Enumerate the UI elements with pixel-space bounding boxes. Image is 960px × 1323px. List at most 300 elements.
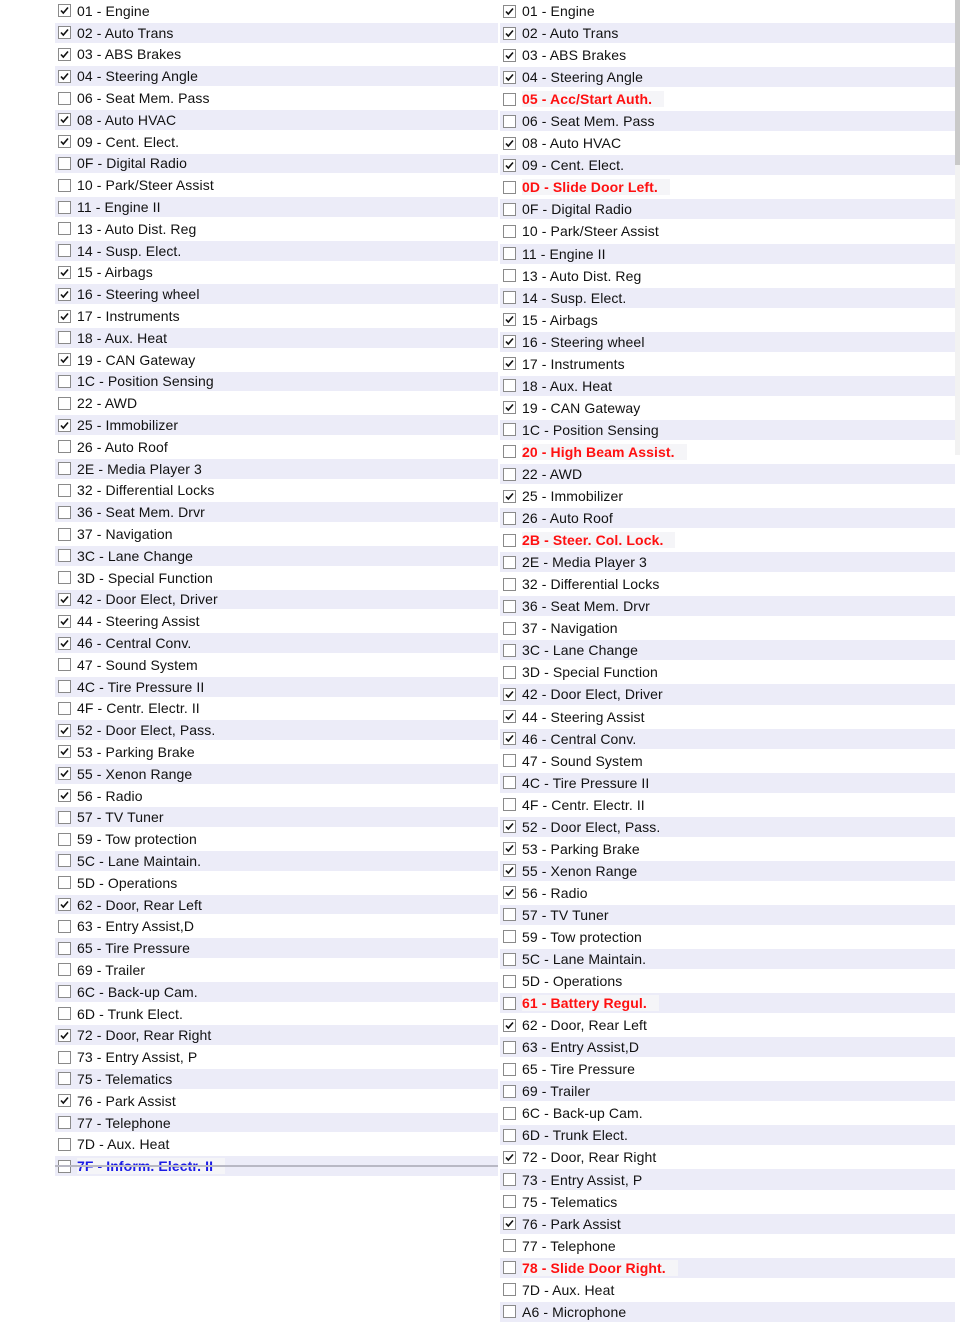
module-label: 76 - Park Assist — [77, 1092, 176, 1109]
module-label: 69 - Trailer — [77, 961, 146, 978]
module-checkbox[interactable] — [503, 1129, 516, 1142]
module-row-52-door-elect-pass[interactable] — [500, 816, 955, 838]
scrollbar-thumb[interactable] — [955, 0, 960, 165]
module-label: 44 - Steering Assist — [522, 708, 645, 725]
checkmark-icon — [504, 1218, 515, 1229]
module-checkbox[interactable] — [58, 680, 71, 693]
module-checkbox[interactable] — [503, 313, 516, 326]
module-row-73-entry-assist-p[interactable] — [500, 1168, 955, 1190]
module-checkbox[interactable] — [503, 600, 516, 613]
module-row-26-auto-roof[interactable] — [55, 436, 498, 458]
module-label: 13 - Auto Dist. Reg — [522, 267, 642, 284]
module-checkbox[interactable] — [503, 1261, 516, 1274]
checkmark-icon — [504, 50, 515, 61]
module-row-2b-steer-col-lock[interactable] — [500, 529, 955, 551]
module-row-a6-microphone[interactable] — [500, 1301, 955, 1323]
module-label: 01 - Engine — [77, 2, 150, 19]
module-checkbox[interactable] — [58, 963, 71, 976]
module-row-09-cent-elect[interactable] — [500, 154, 955, 176]
module-row-06-seat-mem-pass[interactable] — [55, 87, 498, 109]
module-row-75-telematics[interactable] — [500, 1191, 955, 1213]
module-row-36-seat-mem-drvr[interactable] — [55, 501, 498, 523]
module-row-42-door-elect-driver[interactable] — [500, 683, 955, 705]
module-label: 6C - Back-up Cam. — [522, 1105, 643, 1122]
module-checkbox[interactable] — [503, 5, 516, 18]
module-checkbox[interactable] — [58, 375, 71, 388]
module-label: 06 - Seat Mem. Pass — [522, 113, 655, 130]
module-checkbox[interactable] — [503, 1019, 516, 1032]
module-checkbox[interactable] — [58, 528, 71, 541]
module-checkbox[interactable] — [503, 49, 516, 62]
checkmark-icon — [504, 689, 515, 700]
module-checkbox[interactable] — [503, 269, 516, 282]
module-label: 61 - Battery Regul. — [522, 995, 647, 1012]
list-divider — [55, 1165, 498, 1167]
module-row-15-airbags[interactable] — [500, 309, 955, 331]
module-row-69-trailer[interactable] — [500, 1080, 955, 1102]
module-checkbox[interactable] — [58, 157, 71, 170]
highlight-background — [522, 995, 659, 1011]
module-checkbox[interactable] — [58, 985, 71, 998]
module-checkbox[interactable] — [58, 222, 71, 235]
module-checkbox[interactable] — [503, 291, 516, 304]
module-checkbox[interactable] — [503, 357, 516, 370]
module-checkbox[interactable] — [58, 310, 71, 323]
checkmark-icon — [504, 402, 515, 413]
module-row-6c-back-up-cam[interactable] — [500, 1102, 955, 1124]
module-checkbox[interactable] — [58, 1116, 71, 1129]
module-checkbox[interactable] — [503, 401, 516, 414]
module-checkbox[interactable] — [503, 578, 516, 591]
module-row-04-steering-angle[interactable] — [500, 66, 955, 88]
module-checkbox[interactable] — [58, 724, 71, 737]
module-checkbox[interactable] — [503, 710, 516, 723]
module-row-7d-aux-heat[interactable] — [500, 1279, 955, 1301]
module-checkbox[interactable] — [503, 1085, 516, 1098]
module-checkbox[interactable] — [58, 331, 71, 344]
module-row-14-susp-elect[interactable] — [55, 240, 498, 262]
module-row-17-instruments[interactable] — [500, 353, 955, 375]
checkmark-icon — [59, 27, 70, 38]
checkmark-icon — [504, 865, 515, 876]
module-row-4c-tire-pressure-ii[interactable] — [500, 772, 955, 794]
module-row-0f-digital-radio[interactable] — [55, 153, 498, 175]
module-row-02-auto-trans[interactable] — [55, 22, 498, 44]
module-row-6c-back-up-cam[interactable] — [55, 981, 498, 1003]
module-row-4c-tire-pressure-ii[interactable] — [55, 676, 498, 698]
module-checkbox[interactable] — [58, 789, 71, 802]
module-row-37-navigation[interactable] — [55, 523, 498, 545]
module-label: 04 - Steering Angle — [522, 69, 643, 86]
module-checkbox[interactable] — [503, 622, 516, 635]
module-label: 56 - Radio — [522, 884, 588, 901]
module-checkbox[interactable] — [503, 754, 516, 767]
module-row-22-awd[interactable] — [500, 463, 955, 485]
module-row-55-xenon-range[interactable] — [55, 763, 498, 785]
module-row-42-door-elect-driver[interactable] — [55, 589, 498, 611]
module-row-0f-digital-radio[interactable] — [500, 198, 955, 220]
module-row-01-engine[interactable] — [55, 0, 498, 22]
module-row-3d-special-function[interactable] — [500, 661, 955, 683]
checkmark-icon — [504, 887, 515, 898]
module-row-78-slide-door-right[interactable] — [500, 1257, 955, 1279]
module-row-09-cent-elect[interactable] — [55, 131, 498, 153]
module-label: 14 - Susp. Elect. — [522, 289, 627, 306]
module-row-46-central-conv[interactable] — [55, 632, 498, 654]
module-label: 06 - Seat Mem. Pass — [77, 90, 210, 107]
module-checkbox[interactable] — [503, 666, 516, 679]
module-row-72-door-rear-right[interactable] — [55, 1024, 498, 1046]
module-label: 4C - Tire Pressure II — [522, 774, 650, 791]
module-label: 37 - Navigation — [522, 620, 618, 637]
module-checkbox[interactable] — [58, 615, 71, 628]
module-checkbox[interactable] — [58, 26, 71, 39]
module-row-47-sound-system[interactable] — [55, 654, 498, 676]
module-label: 6C - Back-up Cam. — [77, 983, 198, 1000]
module-checkbox[interactable] — [58, 244, 71, 257]
module-checkbox[interactable] — [503, 468, 516, 481]
module-checkbox[interactable] — [58, 571, 71, 584]
checkmark-icon — [59, 1030, 70, 1041]
module-row-77-telephone[interactable] — [500, 1235, 955, 1257]
module-row-18-aux-heat[interactable] — [55, 327, 498, 349]
module-checkbox[interactable] — [503, 247, 516, 260]
module-checkbox[interactable] — [58, 920, 71, 933]
checkmark-icon — [59, 746, 70, 757]
module-row-0d-slide-door-left[interactable] — [500, 176, 955, 198]
module-row-36-seat-mem-drvr[interactable] — [500, 595, 955, 617]
module-row-55-xenon-range[interactable] — [500, 860, 955, 882]
module-row-5d-operations[interactable] — [500, 970, 955, 992]
module-row-59-tow-protection[interactable] — [55, 828, 498, 850]
checkmark-icon — [59, 638, 70, 649]
checkmark-icon — [504, 711, 515, 722]
module-checkbox[interactable] — [58, 288, 71, 301]
checkmark-icon — [59, 594, 70, 605]
module-row-5c-lane-maintain[interactable] — [500, 948, 955, 970]
module-checkbox[interactable] — [503, 1041, 516, 1054]
module-checkbox[interactable] — [503, 975, 516, 988]
module-row-53-parking-brake[interactable] — [500, 838, 955, 860]
module-row-15-airbags[interactable] — [55, 262, 498, 284]
module-row-19-can-gateway[interactable] — [500, 397, 955, 419]
module-row-11-engine-ii[interactable] — [500, 243, 955, 265]
module-row-08-auto-hvac[interactable] — [500, 132, 955, 154]
module-label: 1C - Position Sensing — [522, 421, 659, 438]
module-checkbox[interactable] — [58, 70, 71, 83]
module-label: 63 - Entry Assist,D — [522, 1039, 640, 1056]
module-label: 17 - Instruments — [522, 355, 625, 372]
module-row-25-immobilizer[interactable] — [500, 485, 955, 507]
module-list-left — [55, 0, 498, 1177]
module-checkbox[interactable] — [503, 71, 516, 84]
module-checkbox[interactable] — [503, 379, 516, 392]
module-row-77-telephone[interactable] — [55, 1112, 498, 1134]
module-label: 7D - Aux. Heat — [77, 1136, 170, 1153]
module-row-65-tire-pressure[interactable] — [55, 937, 498, 959]
module-row-44-steering-assist[interactable] — [55, 610, 498, 632]
module-row-57-tv-tuner[interactable] — [55, 806, 498, 828]
module-checkbox[interactable] — [503, 798, 516, 811]
module-row-04-steering-angle[interactable] — [55, 65, 498, 87]
module-row-76-park-assist[interactable] — [500, 1213, 955, 1235]
module-row-4f-centr-electr-ii[interactable] — [500, 794, 955, 816]
module-checkbox[interactable] — [58, 353, 71, 366]
module-row-46-central-conv[interactable] — [500, 728, 955, 750]
module-label: 5D - Operations — [77, 874, 178, 891]
module-row-63-entry-assist-d[interactable] — [55, 915, 498, 937]
module-checkbox[interactable] — [58, 201, 71, 214]
module-row-01-engine[interactable] — [500, 0, 955, 22]
module-row-59-tow-protection[interactable] — [500, 926, 955, 948]
module-checkbox[interactable] — [58, 942, 71, 955]
module-list-right — [500, 0, 955, 1323]
module-checkbox[interactable] — [503, 1195, 516, 1208]
module-checkbox[interactable] — [58, 1138, 71, 1151]
module-checkbox[interactable] — [503, 181, 516, 194]
module-row-32-differential-locks[interactable] — [500, 573, 955, 595]
module-checkbox[interactable] — [503, 27, 516, 40]
module-checkbox[interactable] — [503, 1283, 516, 1296]
module-checkbox[interactable] — [58, 440, 71, 453]
module-checkbox[interactable] — [503, 1305, 516, 1318]
module-row-53-parking-brake[interactable] — [55, 741, 498, 763]
module-row-10-park-steer-assist[interactable] — [55, 174, 498, 196]
module-label: 75 - Telematics — [522, 1193, 618, 1210]
module-row-62-door-rear-left[interactable] — [500, 1014, 955, 1036]
module-checkbox[interactable] — [503, 1063, 516, 1076]
module-label: 53 - Parking Brake — [77, 743, 195, 760]
module-checkbox[interactable] — [58, 876, 71, 889]
module-checkbox[interactable] — [503, 512, 516, 525]
checkmark-icon — [59, 289, 70, 300]
module-row-75-telematics[interactable] — [55, 1068, 498, 1090]
module-row-03-abs-brakes[interactable] — [55, 44, 498, 66]
module-checkbox[interactable] — [58, 593, 71, 606]
checkmark-icon — [59, 71, 70, 82]
module-checkbox[interactable] — [58, 397, 71, 410]
module-checkbox[interactable] — [503, 930, 516, 943]
module-row-52-door-elect-pass[interactable] — [55, 719, 498, 741]
checkmark-icon — [504, 138, 515, 149]
module-row-72-door-rear-right[interactable] — [500, 1146, 955, 1168]
module-row-6d-trunk-elect[interactable] — [500, 1124, 955, 1146]
module-checkbox[interactable] — [503, 644, 516, 657]
module-checkbox[interactable] — [58, 702, 71, 715]
module-label: 57 - TV Tuner — [522, 906, 609, 923]
module-label: 17 - Instruments — [77, 308, 180, 325]
module-row-19-can-gateway[interactable] — [55, 349, 498, 371]
module-checkbox[interactable] — [503, 335, 516, 348]
highlight-background — [522, 444, 687, 460]
module-row-20-high-beam-assist[interactable] — [500, 441, 955, 463]
module-row-13-auto-dist-reg[interactable] — [55, 218, 498, 240]
module-checkbox[interactable] — [58, 484, 71, 497]
module-row-11-engine-ii[interactable] — [55, 196, 498, 218]
module-checkbox[interactable] — [58, 637, 71, 650]
module-checkbox[interactable] — [503, 556, 516, 569]
module-checkbox[interactable] — [503, 688, 516, 701]
module-row-13-auto-dist-reg[interactable] — [500, 265, 955, 287]
module-checkbox[interactable] — [58, 898, 71, 911]
module-row-37-navigation[interactable] — [500, 617, 955, 639]
module-row-06-seat-mem-pass[interactable] — [500, 110, 955, 132]
module-row-63-entry-assist-d[interactable] — [500, 1036, 955, 1058]
module-checkbox[interactable] — [58, 48, 71, 61]
module-row-3c-lane-change[interactable] — [500, 639, 955, 661]
checkmark-icon — [504, 28, 515, 39]
checkmark-icon — [59, 267, 70, 278]
module-row-16-steering-wheel[interactable] — [500, 331, 955, 353]
module-label: 10 - Park/Steer Assist — [522, 223, 659, 240]
highlight-background — [522, 91, 664, 107]
module-row-4f-centr-electr-ii[interactable] — [55, 698, 498, 720]
module-row-65-tire-pressure[interactable] — [500, 1058, 955, 1080]
module-checkbox[interactable] — [58, 549, 71, 562]
module-row-3d-special-function[interactable] — [55, 567, 498, 589]
module-label: 7F - Inform. Electr. II — [77, 1158, 214, 1175]
module-row-17-instruments[interactable] — [55, 305, 498, 327]
module-checkbox[interactable] — [58, 266, 71, 279]
module-label: 47 - Sound System — [77, 656, 198, 673]
module-label: 4C - Tire Pressure II — [77, 678, 205, 695]
module-checkbox[interactable] — [58, 854, 71, 867]
module-checkbox[interactable] — [503, 997, 516, 1010]
module-row-05-acc-start-auth[interactable] — [500, 88, 955, 110]
module-checkbox[interactable] — [503, 159, 516, 172]
module-checkbox[interactable] — [503, 115, 516, 128]
module-row-10-park-steer-assist[interactable] — [500, 220, 955, 242]
module-row-18-aux-heat[interactable] — [500, 375, 955, 397]
module-row-44-steering-assist[interactable] — [500, 706, 955, 728]
module-checkbox[interactable] — [503, 908, 516, 921]
module-checkbox[interactable] — [58, 833, 71, 846]
module-checkbox[interactable] — [58, 658, 71, 671]
module-checkbox[interactable] — [503, 137, 516, 150]
module-checkbox[interactable] — [503, 203, 516, 216]
module-label: 15 - Airbags — [77, 264, 153, 281]
module-row-47-sound-system[interactable] — [500, 750, 955, 772]
module-row-5c-lane-maintain[interactable] — [55, 850, 498, 872]
module-checkbox[interactable] — [503, 953, 516, 966]
module-row-14-susp-elect[interactable] — [500, 287, 955, 309]
module-checkbox[interactable] — [58, 92, 71, 105]
module-checkbox[interactable] — [503, 820, 516, 833]
module-row-2e-media-player-3[interactable] — [500, 551, 955, 573]
module-checkbox[interactable] — [503, 1217, 516, 1230]
module-checkbox[interactable] — [58, 1094, 71, 1107]
module-label: 1C - Position Sensing — [77, 373, 214, 390]
module-checkbox[interactable] — [58, 1072, 71, 1085]
module-checkbox[interactable] — [503, 776, 516, 789]
module-label: 46 - Central Conv. — [522, 730, 637, 747]
module-row-57-tv-tuner[interactable] — [500, 904, 955, 926]
module-checkbox[interactable] — [58, 1051, 71, 1064]
module-label: 09 - Cent. Elect. — [77, 133, 180, 150]
module-checkbox[interactable] — [58, 1029, 71, 1042]
module-label: 0F - Digital Radio — [77, 155, 187, 172]
checkmark-icon — [504, 358, 515, 369]
module-label: 16 - Steering wheel — [77, 286, 200, 303]
module-checkbox[interactable] — [503, 93, 516, 106]
checkmark-icon — [59, 1095, 70, 1106]
module-row-08-auto-hvac[interactable] — [55, 109, 498, 131]
module-row-1c-position-sensing[interactable] — [55, 371, 498, 393]
module-checkbox[interactable] — [503, 864, 516, 877]
module-row-26-auto-roof[interactable] — [500, 507, 955, 529]
module-checkbox[interactable] — [503, 1151, 516, 1164]
module-checkbox[interactable] — [58, 767, 71, 780]
module-row-73-entry-assist-p[interactable] — [55, 1046, 498, 1068]
module-label: 0D - Slide Door Left. — [522, 179, 658, 196]
checkmark-icon — [59, 136, 70, 147]
module-label: 65 - Tire Pressure — [522, 1061, 636, 1078]
highlight-background — [522, 179, 670, 195]
module-checkbox[interactable] — [58, 462, 71, 475]
module-row-56-radio[interactable] — [500, 882, 955, 904]
module-checkbox[interactable] — [503, 1107, 516, 1120]
module-checkbox[interactable] — [503, 225, 516, 238]
module-checkbox[interactable] — [503, 842, 516, 855]
module-checkbox[interactable] — [58, 113, 71, 126]
module-checkbox[interactable] — [58, 745, 71, 758]
module-row-1c-position-sensing[interactable] — [500, 419, 955, 441]
module-row-62-door-rear-left[interactable] — [55, 894, 498, 916]
module-row-03-abs-brakes[interactable] — [500, 44, 955, 66]
module-checkbox[interactable] — [58, 419, 71, 432]
module-row-22-awd[interactable] — [55, 392, 498, 414]
module-checkbox[interactable] — [58, 179, 71, 192]
module-row-61-battery-regul[interactable] — [500, 992, 955, 1014]
module-checkbox[interactable] — [58, 135, 71, 148]
module-row-2e-media-player-3[interactable] — [55, 458, 498, 480]
module-checkbox[interactable] — [58, 4, 71, 17]
module-row-02-auto-trans[interactable] — [500, 22, 955, 44]
module-row-16-steering-wheel[interactable] — [55, 283, 498, 305]
module-checkbox[interactable] — [503, 732, 516, 745]
module-label: 55 - Xenon Range — [77, 765, 193, 782]
checkmark-icon — [504, 160, 515, 171]
module-row-7d-aux-heat[interactable] — [55, 1133, 498, 1155]
module-row-5d-operations[interactable] — [55, 872, 498, 894]
module-checkbox[interactable] — [58, 811, 71, 824]
module-checkbox[interactable] — [503, 1173, 516, 1186]
checkmark-icon — [504, 843, 515, 854]
module-checkbox[interactable] — [58, 506, 71, 519]
module-label: 2E - Media Player 3 — [77, 460, 202, 477]
module-checkbox[interactable] — [503, 1239, 516, 1252]
module-label: 75 - Telematics — [77, 1070, 173, 1087]
module-checkbox[interactable] — [58, 1007, 71, 1020]
module-row-69-trailer[interactable] — [55, 959, 498, 981]
module-checkbox[interactable] — [503, 490, 516, 503]
module-checkbox[interactable] — [503, 534, 516, 547]
module-row-56-radio[interactable] — [55, 785, 498, 807]
module-row-32-differential-locks[interactable] — [55, 480, 498, 502]
module-label: 52 - Door Elect, Pass. — [77, 722, 216, 739]
module-checkbox[interactable] — [503, 886, 516, 899]
module-row-6d-trunk-elect[interactable] — [55, 1003, 498, 1025]
highlight-background — [522, 1260, 678, 1276]
module-row-25-immobilizer[interactable] — [55, 414, 498, 436]
module-checkbox[interactable] — [503, 423, 516, 436]
module-label: 25 - Immobilizer — [522, 488, 624, 505]
module-label: 32 - Differential Locks — [522, 576, 660, 593]
module-label: 32 - Differential Locks — [77, 482, 215, 499]
module-row-3c-lane-change[interactable] — [55, 545, 498, 567]
module-row-76-park-assist[interactable] — [55, 1090, 498, 1112]
module-checkbox[interactable] — [503, 445, 516, 458]
